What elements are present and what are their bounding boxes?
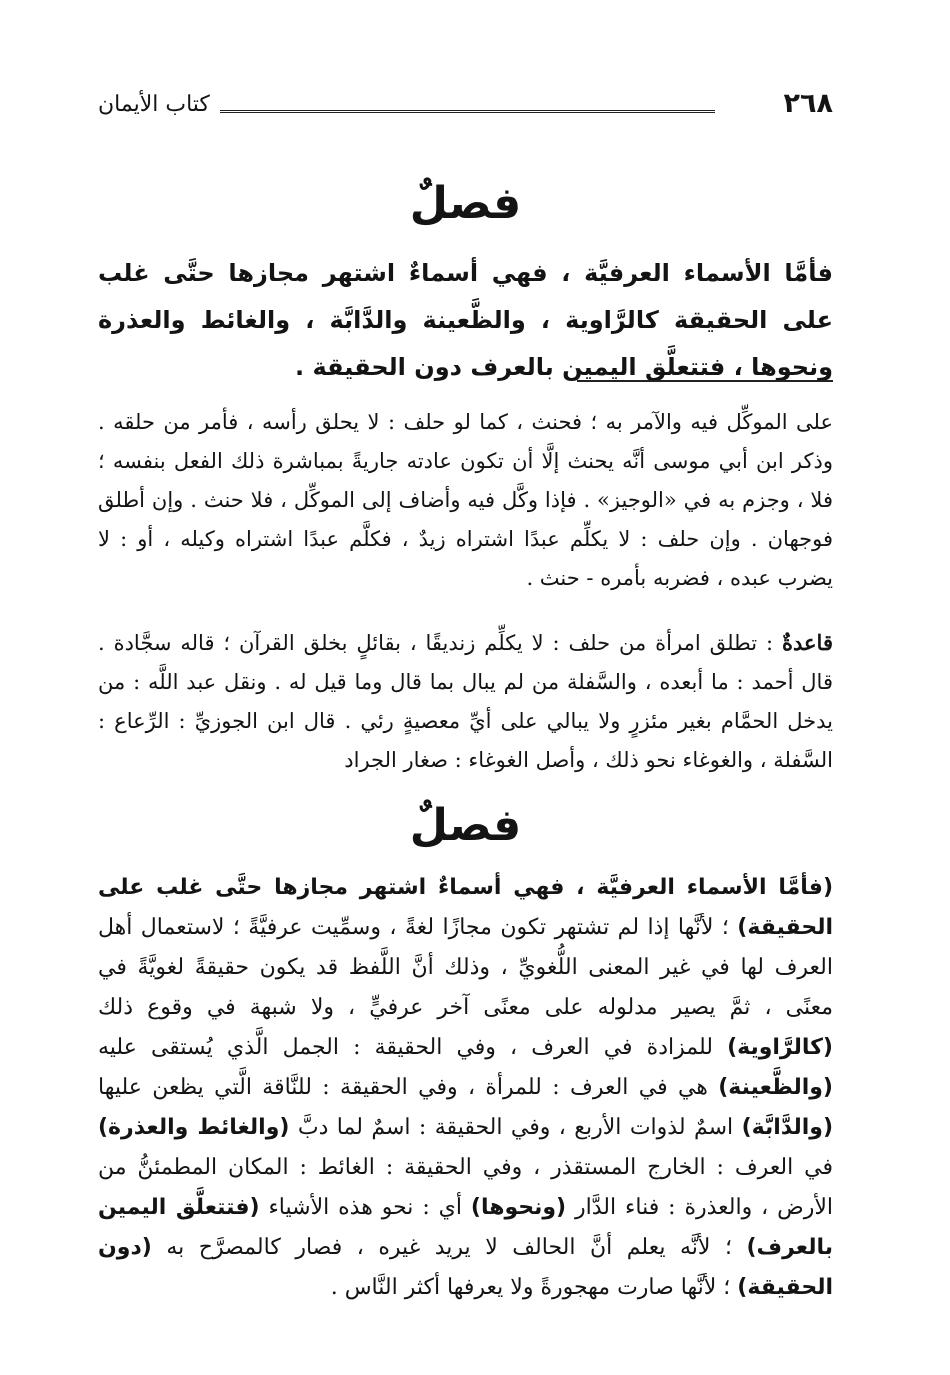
commentary-segment: ؛ لأنَّه يعلم أنَّ الحالف لا يريد غيره ، فصار كالمصرَّح به [151,1235,747,1260]
quoted-matn-segment: (ونحوها) [470,1195,567,1220]
footnote-rule-label: قاعدةٌ [782,630,833,655]
commentary-segment: ؛ لأنَّها إذا لم تشتهر تكون مجازًا لغةً ، وسمِّيت عرفيَّةً ؛ لاستعمال أهل العرف لها في غير المعنى اللُّغويِّ ، وذلك أنَّ اللَّفظ قد يكون حقيقةً لغويَّةً في معنًى ، ثمَّ يصير مدلوله على معنًى آخر عرفيٍّ ، ولا شبهة في وقوع ذلك [98,915,833,1020]
commentary-segment: أي : نحو هذه الأشياء [259,1195,471,1220]
commentary-segment: في العرف : الخارج المستقذر ، وفي الحقيقة : الغائط : المكان المطمئنُّ من الأرض ، والعذرة : فناء الدَّار [98,1155,834,1220]
quoted-matn-segment: (دون الحقيقة) [98,1235,833,1300]
quoted-matn-segment: (والظَّعينة) [718,1075,833,1100]
footnote-separator [577,380,833,382]
quoted-matn-segment: (والدَّابَّة) [741,1115,834,1140]
footnote-paragraph-1: على الموكِّل فيه والآمر به ؛ فحنث ، كما لو حلف : لا يحلق رأسه ، فأمر من حلقه . وذكر ابن أبي موسى أنَّه يحنث إلَّا أن تكون عادته جاريةً بمباشرة ذلك الفعل بنفسه ؛ فلا ، وجزم به في «الوجيز» . فإذا وكَّل فيه وأضاف إلى الموكِّل ، فلا حنث . وإن أطلق فوجهان . وإن حلف : لا يكلِّم عبدًا اشتراه زيدٌ ، فكلَّم عبدًا اشتراه وكيله ، أو : لا يضرب عبده ، فضربه بأمره - حنث . [98,410,833,590]
quoted-matn-segment: (والغائط والعذرة) [98,1115,290,1140]
page-number: ٢٦٨ [783,88,833,119]
page-header [98,88,833,128]
section-heading-1: فصلٌ [409,178,522,229]
quoted-matn-segment: (فتتعلَّق اليمين بالعرف) [98,1195,833,1260]
header-rule [220,110,715,113]
footnote-rule-text: : تطلق امرأة من حلف : لا يكلِّم زنديقًا ، بقائلٍ بخلق القرآن ؛ قاله سجَّادة . قال أحمد : ما أبعده ، والسَّفلة من لم يبال بما قال وما قيل له . ونقل عبد اللَّه : من يدخل الحمَّام بغير مئزرٍ ولا يبالي على أيِّ معصيةٍ رئي . قال ابن الجوزيِّ : الرِّعاع : السَّفلة ، والغوغاء نحو ذلك ، وأصل الغوغاء : صغار الجراد [98,631,833,772]
quoted-matn-segment: (كالرَّاوية) [727,1035,833,1060]
commentary-segment: للمزادة في العرف ، وفي الحقيقة : الجمل الَّذي يُستقى عليه [98,1035,728,1060]
quoted-matn-segment: (فأمَّا الأسماء العرفيَّة ، فهي أسماءٌ اشتهر مجازها حتَّى غلب على الحقيقة) [98,875,833,940]
commentary-paragraph [98,868,833,1308]
commentary-segment: اسمٌ لذوات الأربع ، وفي الحقيقة : اسمٌ لما دبَّ [289,1115,742,1140]
running-title: كتاب الأيمان [98,92,210,117]
commentary-segment: ؛ لأنَّها صارت مهجورةً ولا يعرفها أكثر النَّاس . [330,1275,738,1300]
footnote-paragraph-2 [98,623,833,780]
matn-paragraph: فأمَّا الأسماء العرفيَّة ، فهي أسماءٌ اشتهر مجازها حتَّى غلب على الحقيقة كالرَّاوية ، والظَّعينة والدَّابَّة ، والغائط والعذرة ونحوها ، فتتعلَّق اليمين بالعرف دون الحقيقة . [98,259,833,381]
commentary-segment: هي في العرف : للمرأة ، وفي الحقيقة : للنَّاقة الَّتي يظعن عليها [98,1075,719,1100]
section-heading-2: فصلٌ [409,800,522,851]
